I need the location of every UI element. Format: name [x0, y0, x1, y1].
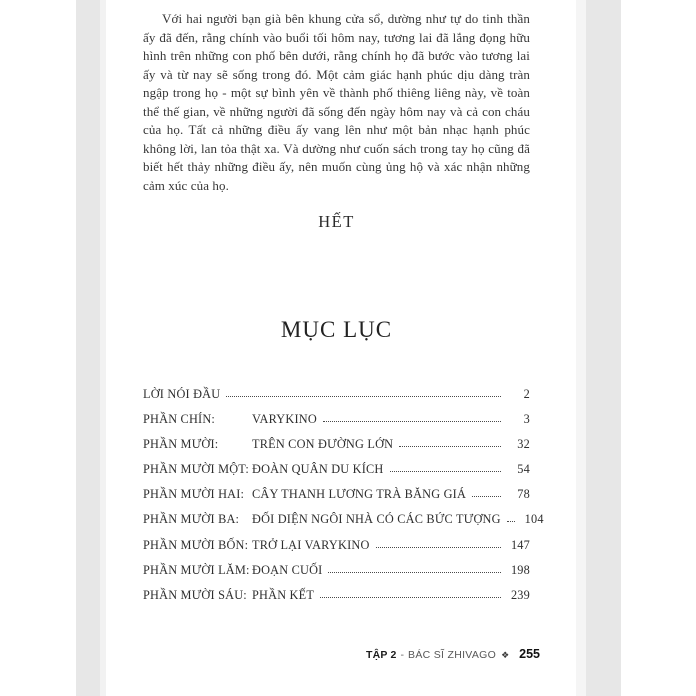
page-content	[143, 0, 544, 696]
toc-row-part-11	[143, 457, 530, 482]
toc-entry-page: 32	[517, 437, 530, 452]
toc-entry-label: PHẦN MƯỜI:	[143, 437, 219, 452]
toc-row-part-12	[143, 482, 530, 507]
toc-entry-label: PHẦN MƯỜI LĂM:	[143, 562, 250, 577]
dot-leader	[390, 471, 502, 472]
toc-entry-label: LỜI NÓI ĐẦU	[143, 387, 221, 401]
page-edge-highlight-right	[576, 0, 586, 696]
footer-volume: TẬP 2	[365, 649, 397, 661]
page-edge-shadow-right	[586, 0, 621, 696]
dot-leader	[507, 521, 515, 522]
toc-entry-title: TRÊN CON ĐƯỜNG LỚN	[252, 437, 394, 452]
toc-row-part-14	[143, 533, 530, 558]
footer-separator: -	[400, 649, 405, 661]
dot-leader	[376, 547, 501, 548]
dot-leader	[226, 396, 501, 397]
dot-leader	[472, 496, 501, 497]
toc-entry-title: ĐOẠN CUỐI	[252, 562, 323, 577]
diamond-ornament-icon: ❖	[501, 650, 510, 660]
toc-list	[143, 382, 544, 608]
toc-entry-label: PHẦN CHÍN:	[143, 412, 216, 427]
dot-leader	[323, 421, 501, 422]
toc-row-part-16	[143, 583, 530, 608]
toc-row-part-10	[143, 432, 530, 457]
dot-leader	[328, 572, 501, 573]
toc-entry-label: PHẦN MƯỜI BA:	[143, 512, 240, 527]
toc-entry-page: 104	[524, 512, 544, 527]
toc-entry-title: PHẦN KẾT	[252, 587, 315, 602]
toc-entry-page: 147	[510, 537, 530, 552]
toc-row-preface	[143, 382, 530, 407]
page-footer	[366, 647, 540, 661]
page-edge-highlight-left	[100, 0, 106, 696]
toc-row-part-15	[143, 558, 530, 583]
toc-row-part-13	[143, 507, 544, 532]
toc-row-part-9	[143, 407, 530, 432]
toc-entry-page: 239	[510, 587, 530, 602]
toc-entry-page: 78	[517, 487, 530, 502]
toc-entry-title: TRỞ LẠI VARYKINO	[252, 537, 370, 552]
toc-entry-label: PHẦN MƯỜI MỘT:	[143, 462, 250, 477]
toc-entry-page: 2	[523, 387, 530, 401]
dot-leader	[399, 446, 501, 447]
page-edge-shadow-left	[76, 0, 100, 696]
footer-page-number: 255	[519, 647, 540, 661]
closing-paragraph: Với hai người bạn già bên khung cửa sổ, dường như tự do tinh thần ấy đã đến, rằng chính vào buổi tối hôm nay, tương lai đã lắng đọng hữu hình trên những con phố bên dưới, rằng chính họ đã bước vào tương lai ấy và từ nay sẽ sống trong đó. Một cảm giác hạnh phúc dịu dàng tràn ngập trong họ - một sự bình yên về thành phố thiêng liêng này, về toàn thể thế gian, về những người đã sống đến ngày hôm nay và cả con cháu của họ. Tất cả những điều ấy vang lên như một bản nhạc hạnh phúc không lời, lan tỏa thật xa. Và dường như cuốn sách trong tay họ cũng đã biết hết thảy những điều ấy, nên muốn cùng ủng hộ và xác nhận những cảm xúc của họ.	[143, 11, 530, 193]
footer-book-title: BÁC SĨ ZHIVAGO	[408, 649, 497, 661]
toc-entry-title: ĐOÀN QUÂN DU KÍCH	[252, 462, 384, 477]
toc-entry-label: PHẦN MƯỜI BỐN:	[143, 537, 249, 552]
toc-entry-page: 54	[517, 462, 530, 477]
toc-entry-page: 3	[523, 412, 530, 427]
toc-entry-title: VARYKINO	[252, 412, 317, 427]
toc-entry-page: 198	[510, 562, 530, 577]
dot-leader	[320, 597, 501, 598]
end-marker: HẾT	[318, 212, 355, 231]
toc-entry-label: PHẦN MƯỜI HAI:	[143, 487, 245, 502]
toc-entry-label: PHẦN MƯỜI SÁU:	[143, 587, 247, 602]
toc-title: MỤC LỤC	[280, 317, 393, 342]
toc-entry-title: CÂY THANH LƯƠNG TRÀ BĂNG GIÁ	[252, 487, 467, 502]
toc-entry-title: ĐỐI DIỆN NGÔI NHÀ CÓ CÁC BỨC TƯỢNG	[252, 512, 501, 527]
